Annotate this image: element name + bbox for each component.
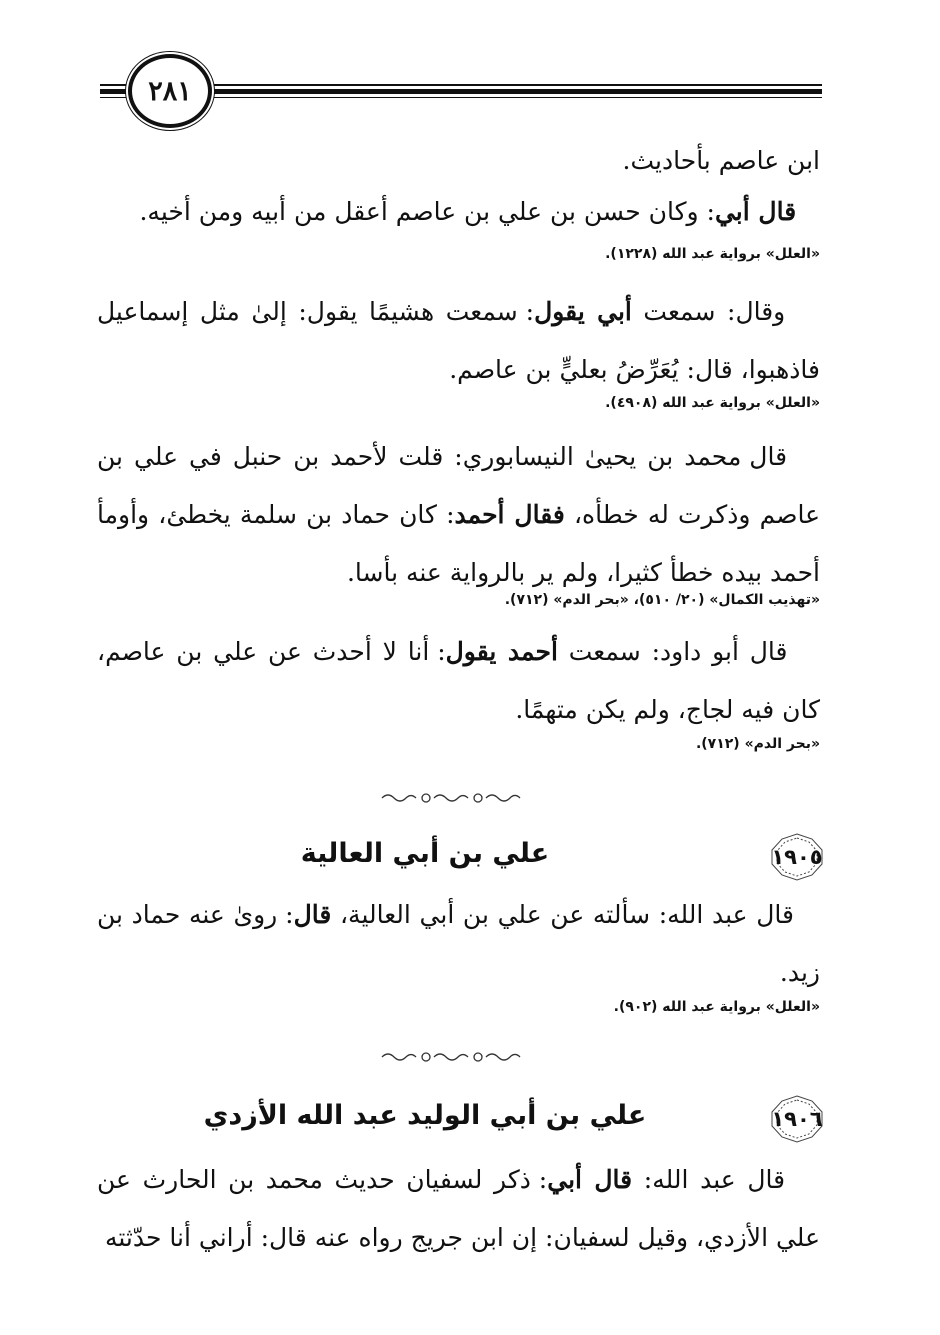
source-citation-2: «العلل» برواية عبد الله (٤٩٠٨). <box>605 395 820 411</box>
paragraph-7 <box>97 1151 820 1267</box>
paragraph-4-text-b: : كان حماد بن سلمة يخطئ، وأومأ أحمد بيده خطأ كثيرا، ولم ير بالرواية عنه بأسا. <box>97 500 820 587</box>
header-rule-thick <box>195 89 822 94</box>
paragraph-5-lead: أحمد يقول <box>445 637 558 666</box>
source-citation-1: «العلل» برواية عبد الله (١٢٢٨). <box>605 246 820 262</box>
paragraph-7-text-b: : ذكر لسفيان حديث محمد بن الحارث عن علي الأزدي، وقيل لسفيان: إن ابن جريج رواه عنه قال: أراني أنا حدّثته <box>97 1165 820 1252</box>
page-number: ٢٨١ <box>128 54 212 128</box>
paragraph-3-text-a: وقال: سمعت <box>631 297 786 326</box>
paragraph-3-lead: أبي يقول <box>534 297 632 326</box>
paragraph-5 <box>97 623 820 739</box>
entry-number-badge-1905 <box>760 832 834 882</box>
paragraph-6-text-a: قال عبد الله: سألته عن علي بن أبي العالية، <box>331 900 795 929</box>
paragraph-6-text-b: : روىٰ عنه حماد بن زيد. <box>97 900 820 987</box>
paragraph-2-lead: قال أبي <box>714 197 797 226</box>
paragraph-3 <box>97 283 820 399</box>
paragraph-3-text-b: : سمعت هشيمًا يقول: إلىٰ مثل إسماعيل فاذهبوا، قال: يُعَرِّضُ بعليٍّ بن عاصم. <box>97 297 820 384</box>
source-citation-5: «العلل» برواية عبد الله (٩٠٢). <box>613 999 820 1015</box>
paragraph-4-lead: فقال أحمد <box>454 500 565 529</box>
paragraph-1 <box>97 132 820 190</box>
entry-number-1905: ١٩٠٥ <box>771 845 823 869</box>
divider-ornament-2 <box>378 1050 533 1064</box>
header-rule-thin <box>195 97 822 98</box>
entry-number-badge-1906 <box>760 1094 834 1144</box>
paragraph-4 <box>97 428 820 602</box>
paragraph-5-text-b: : أنا لا أحدث عن علي بن عاصم، كان فيه لجاج، ولم يكن متهمًا. <box>97 637 820 724</box>
paragraph-5-text-a: قال أبو داود: سمعت <box>557 637 788 666</box>
source-citation-3: «تهذيب الكمال» (٢٠/ ٥١٠)، «بحر الدم» (٧١٢). <box>504 592 820 608</box>
divider-ornament-1 <box>378 791 533 805</box>
paragraph-6-lead: قال <box>293 900 332 929</box>
paragraph-4-text-a: قال محمد بن يحيىٰ النيسابوري: قلت لأحمد بن حنبل في علي بن عاصم وذكرت له خطأه، <box>97 442 820 529</box>
entry-number-1906: ١٩٠٦ <box>771 1107 823 1131</box>
paragraph-1-text: ابن عاصم بأحاديث. <box>622 146 820 175</box>
paragraph-2-text: : وكان حسن بن علي بن عاصم أعقل من أبيه ومن أخيه. <box>139 197 715 226</box>
paragraph-2 <box>97 183 820 241</box>
paragraph-7-lead: قال أبي <box>547 1165 633 1194</box>
paragraph-7-text-a: قال عبد الله: <box>632 1165 786 1194</box>
paragraph-6 <box>97 886 820 1002</box>
source-citation-4: «بحر الدم» (٧١٢). <box>695 736 820 752</box>
entry-heading-1: علي بن أبي العالية <box>300 838 550 869</box>
entry-heading-2: علي بن أبي الوليد عبد الله الأزدي <box>203 1100 647 1131</box>
